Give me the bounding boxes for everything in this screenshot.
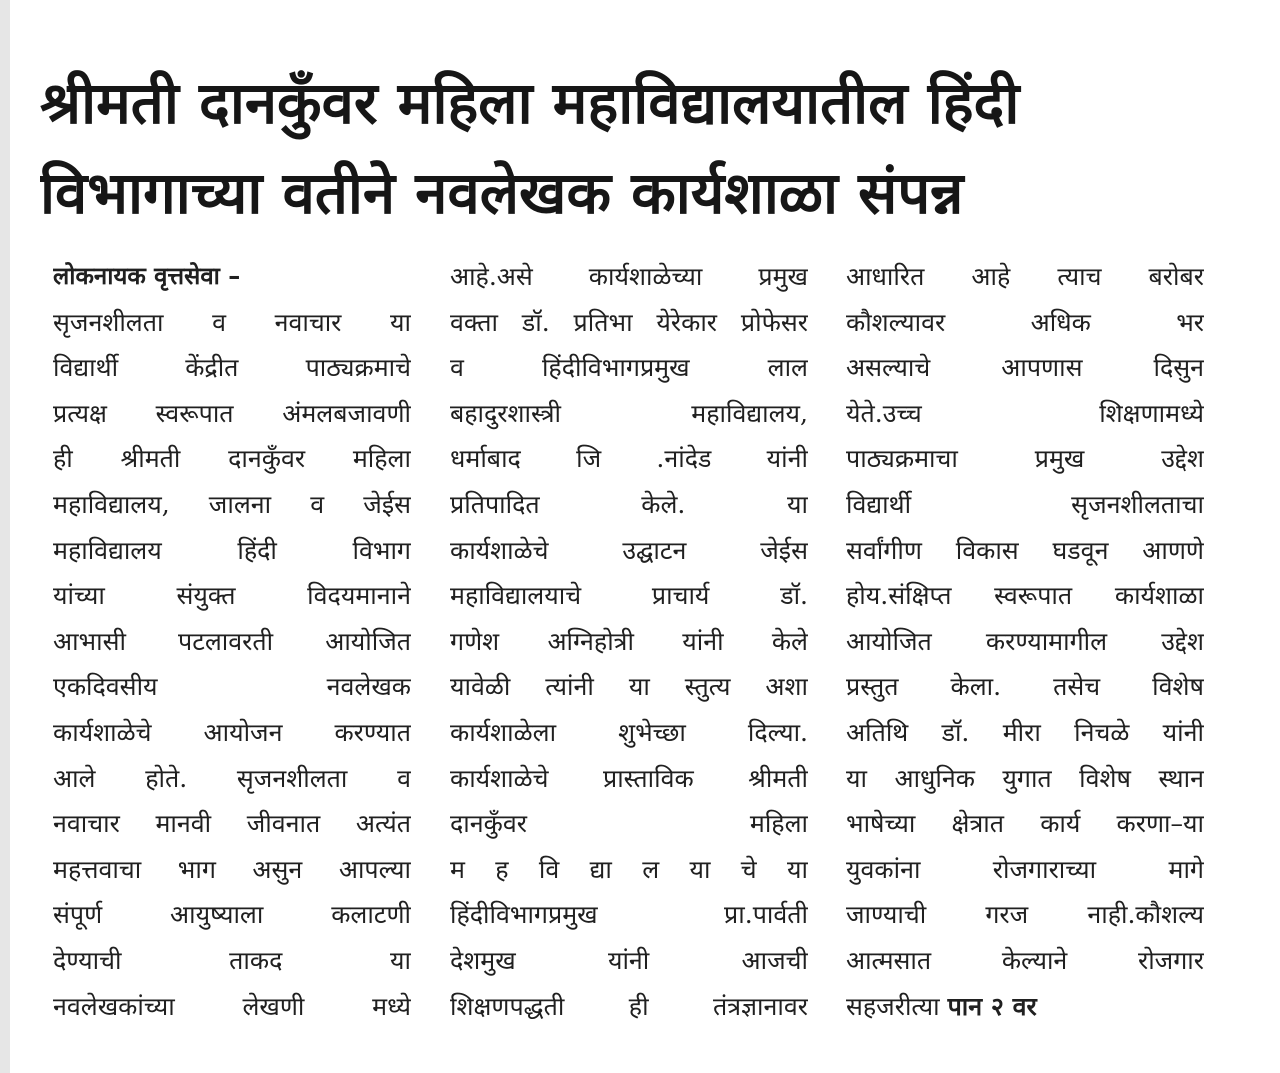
body-line-text: सहजरीत्या — [846, 991, 940, 1021]
article-column-2 — [450, 254, 808, 1029]
body-line: कार्यशाळेला शुभेच्छा दिल्या. — [450, 717, 808, 747]
body-line: दानकुँवर महिला — [450, 809, 808, 839]
body-line: गणेश अग्निहोत्री यांनी केले — [450, 626, 808, 656]
body-line: धर्माबाद जि .नांदेड यांनी — [450, 444, 808, 474]
body-line: आहे.असे कार्यशाळेच्या प्रमुख — [450, 262, 808, 291]
body-line: युवकांना रोजगाराच्या मागे — [846, 854, 1204, 884]
body-line: हिंदीविभागप्रमुख प्रा.पार्वती — [450, 900, 808, 930]
body-line: सर्वांगीण विकास घडवून आणणे — [846, 535, 1204, 565]
body-line: महाविद्यालयाचे प्राचार्य डॉ. — [450, 581, 808, 611]
body-line-final — [846, 984, 1204, 1030]
body-line: म ह वि द्या ल या चे या — [450, 854, 808, 884]
body-line: सृजनशीलता व नवाचार या — [53, 307, 411, 337]
body-line: प्रतिपादित केले. या — [450, 489, 808, 519]
body-line: प्रत्यक्ष स्वरूपात अंमलबजावणी — [53, 398, 411, 428]
headline — [40, 58, 1240, 238]
headline-line: श्रीमती दानकुँवर महिला महाविद्यालयातील हिंदी — [40, 69, 1020, 137]
continued-on-page-link[interactable]: पान २ वर — [947, 991, 1037, 1021]
body-line: ही श्रीमती दानकुँवर महिला — [53, 444, 411, 474]
body-line: आधारित आहे त्याच बरोबर — [846, 262, 1204, 291]
body-line: संपूर्ण आयुष्याला कलाटणी — [53, 900, 411, 930]
body-line: जाण्याची गरज नाही.कौशल्य — [846, 900, 1204, 930]
body-line: एकदिवसीय नवलेखक — [53, 672, 411, 702]
body-line: आले होते. सृजनशीलता व — [53, 763, 411, 793]
body-line: कार्यशाळेचे आयोजन करण्यात — [53, 717, 411, 747]
body-line: महत्तवाचा भाग असुन आपल्या — [53, 854, 411, 884]
body-line: येते.उच्च शिक्षणामध्ये — [846, 398, 1204, 428]
body-line: आभासी पटलावरती आयोजित — [53, 626, 411, 656]
body-line: वक्ता डॉ. प्रतिभा येरेकार प्रोफेसर — [450, 307, 808, 337]
body-line: आयोजित करण्यामागील उद्देश — [846, 626, 1204, 656]
body-line: विद्यार्थी सृजनशीलताचा — [846, 489, 1204, 519]
body-line: यावेळी त्यांनी या स्तुत्य अशा — [450, 672, 808, 702]
dateline: लोकनायक वृत्तसेवा – — [53, 262, 241, 290]
body-line: होय.संक्षिप्त स्वरूपात कार्यशाळा — [846, 581, 1204, 611]
body-line: महाविद्यालय, जालना व जेईस — [53, 489, 411, 519]
page-edge-shadow — [0, 0, 10, 1073]
body-line: नवाचार मानवी जीवनात अत्यंत — [53, 809, 411, 839]
body-line: पाठ्यक्रमाचा प्रमुख उद्देश — [846, 444, 1204, 474]
body-line: महाविद्यालय हिंदी विभाग — [53, 535, 411, 565]
body-line: विद्यार्थी केंद्रीत पाठ्यक्रमाचे — [53, 353, 411, 383]
body-line: व हिंदीविभागप्रमुख लाल — [450, 353, 808, 383]
body-line: नवलेखकांच्या लेखणी मध्ये — [53, 991, 411, 1021]
body-line: प्रस्तुत केला. तसेच विशेष — [846, 672, 1204, 702]
body-line: यांच्या संयुक्त विदयमानाने — [53, 581, 411, 611]
headline-line: विभागाच्या वतीने नवलेखक कार्यशाळा संपन्न — [40, 159, 964, 227]
body-line: कार्यशाळेचे उद्घाटन जेईस — [450, 535, 808, 565]
body-line: बहादुरशास्त्री महाविद्यालय, — [450, 398, 808, 428]
body-line: शिक्षणपद्धती ही तंत्रज्ञानावर — [450, 991, 808, 1021]
body-line: अतिथि डॉ. मीरा निचळे यांनी — [846, 717, 1204, 747]
body-line: असल्याचे आपणास दिसुन — [846, 353, 1204, 383]
body-line: भाषेच्या क्षेत्रात कार्य करणा–या — [846, 809, 1204, 839]
body-line: कार्यशाळेचे प्रास्ताविक श्रीमती — [450, 763, 808, 793]
body-line: या आधुनिक युगात विशेष स्थान — [846, 763, 1204, 793]
body-line: देण्याची ताकद या — [53, 945, 411, 975]
article-column-3 — [846, 254, 1204, 1029]
article-column-1 — [53, 254, 411, 1029]
body-line: देशमुख यांनी आजची — [450, 945, 808, 975]
body-line: आत्मसात केल्याने रोजगार — [846, 945, 1204, 975]
body-line: कौशल्यावर अधिक भर — [846, 307, 1204, 337]
